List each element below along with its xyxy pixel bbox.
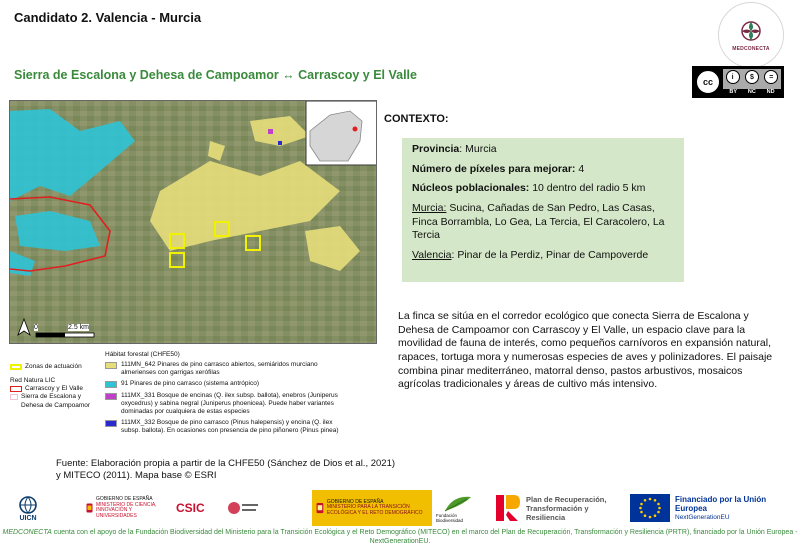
page-subtitle: Sierra de Escalona y Dehesa de Campoamor ↔ Carrascoy y El Valle <box>14 68 417 82</box>
cc-nc-label: NC <box>747 89 756 95</box>
escalona-swatch <box>10 394 18 400</box>
satellite-map <box>10 101 377 344</box>
uicn-globe-icon <box>16 495 40 515</box>
cc-by-icon: i <box>726 70 740 84</box>
cc-icon: cc <box>695 69 721 95</box>
prtr-emblem-icon <box>494 493 520 523</box>
medconecta-logo <box>718 2 784 68</box>
eu-sub: NextGenerationEU <box>675 513 730 521</box>
provincia-value: : Murcia <box>459 143 497 155</box>
murcia-label: Murcia: <box>412 201 447 214</box>
ministerio-transicion-logo <box>312 490 432 526</box>
spain-shield-icon <box>316 497 324 519</box>
logo-strip <box>0 490 800 526</box>
provincia-label: Provincia <box>412 143 460 155</box>
murcia-value: Sucina, Cañadas de San Pedro, Las Casas, Finca Borrambla, Lo Gea, La Tercia, El Caracolero, La Tercia <box>412 201 665 242</box>
ministerio1-label: MINISTERIO DE CIENCIA, INNOVACIÓN Y UNIVERSIDADES <box>96 501 157 519</box>
logo-name: MEDCONECTA <box>732 46 770 52</box>
uicn-logo <box>10 490 46 526</box>
valencia-label: Valencia <box>412 248 452 261</box>
footer-brand: MEDCONECTA <box>2 529 52 536</box>
fundacion-leaf-icon <box>443 493 473 513</box>
csic-logo: CSIC <box>176 501 205 515</box>
eu-funding-logo <box>630 490 790 526</box>
yellow-swatch <box>105 362 117 369</box>
cc-nd-label: ND <box>766 89 775 95</box>
footer-text <box>0 528 800 547</box>
extra-logo <box>226 490 264 526</box>
pixeles-value: 4 <box>575 162 585 175</box>
gobierno1-label: GOBIERNO DE ESPAÑA <box>96 496 153 502</box>
valencia-value: : Pinar de la Perdiz, Pinar de Campoverde <box>451 248 649 261</box>
legend-escalona: Sierra de Escalona y Dehesa de Campoamor <box>21 393 91 409</box>
legend-red-natura-title: Red Natura LIC <box>10 377 56 385</box>
nucleos-value: 10 dentro del radio 5 km <box>529 182 646 195</box>
pixeles-label: Número de píxeles para mejorar: <box>412 162 576 175</box>
map-source: Fuente: Elaboración propia a partir de la CHFE50 (Sánchez de Dios et al., 2021) y MITECO (2011). Mapa base © ESRI <box>56 458 396 482</box>
zone-swatch <box>10 364 22 370</box>
description: La finca se sitúa en el corredor ecológico que conecta Sierra de Escalona y Dehesa de Campoamor con Carrascoy y El Valle, un espacio clave para la movilidad de fauna de interés, como pequeños carnívoros en expansión natural, rapaces, tortuga mora y numerosas especies de aves y polinizadores. El paisaje combina pinar mediterráneo, matorral denso, pastos arbustivos, mosaicos agrícolas tradicionales y áreas de cultivo más intensivo. <box>398 310 773 391</box>
plan-label: Plan de Recuperación, Transformación y Resiliencia <box>526 494 607 522</box>
legend-habitat-title: Hábitat forestal (CHFE50) <box>105 351 180 358</box>
spain-shield-icon <box>86 497 93 519</box>
ministerio-ciencia-logo <box>86 490 166 526</box>
fundacion-biodiversidad-logo <box>436 490 480 526</box>
legend-habitat-cyan: 91 Pinares de pino carrasco (sistema antrópico) <box>121 380 260 388</box>
locator-marker <box>353 127 358 132</box>
red-natura-swatch <box>10 386 22 392</box>
scale-label: 2.5 km <box>68 324 90 331</box>
legend-habitat-magenta: 111MX_331 Bosque de encinas (Q. ilex subsp. ballota), enebros (Juniperus oxycedrus) y sabina negral (Juniperus phoenicea). Puede haber variantes dominadas por cualquiera de estas especies <box>121 391 338 415</box>
footer-body: cuenta con el apoyo de la Fundación Biodiversidad del Ministerio para la Transición Ecológica y el Reto Demográfico (MITECO) en el marco del Plan de Recuperación, Transformación y Resiliencia (PRTR), financiado por la Unión Europea - NextGenerationEU. <box>51 529 798 546</box>
habitat-blue-patch <box>278 141 282 145</box>
cc-by-label: BY <box>729 89 738 95</box>
legend-carrascoy: Carrascoy y El Valle <box>25 385 84 393</box>
eu-flag-icon <box>630 494 670 522</box>
agency-emblem-icon <box>226 498 260 518</box>
map-view[interactable] <box>9 100 377 344</box>
cc-license-badge <box>692 66 784 98</box>
legend-left <box>10 363 100 410</box>
cc-nc-icon: $ <box>745 70 759 84</box>
magenta-swatch <box>105 393 117 400</box>
context-title: CONTEXTO: <box>384 113 449 125</box>
scale-zero: 0 <box>34 324 38 331</box>
medconecta-emblem-icon <box>736 18 766 44</box>
habitat-magenta-patch <box>268 129 273 134</box>
plan-recuperacion-logo <box>494 490 624 526</box>
eu-title: Financiado por la Unión Europea <box>675 494 767 514</box>
legend-habitat-blue: 111MX_332 Bosque de pino carrasco (Pinus halepensis) y encina (Q. ilex subsp. ballota). En ocasiones con presencia de pino piñonero (Pinus pinea) <box>121 418 339 434</box>
blue-swatch <box>105 420 117 427</box>
legend-zones: Zonas de actuación <box>25 363 82 370</box>
fundacion-label: Fundación Biodiversidad <box>436 513 464 523</box>
legend-habitat-yellow: 111MN_642 Pinares de pino carrasco abiertos, semiáridos murciano almerienses con garrigas xerófilas <box>121 361 318 377</box>
uicn-label: UICN <box>19 514 37 522</box>
page-title: Candidato 2. Valencia - Murcia <box>14 10 202 25</box>
legend-habitat <box>105 351 353 435</box>
context-box <box>402 138 684 282</box>
cyan-swatch <box>105 381 117 388</box>
cc-nd-icon: = <box>764 70 778 84</box>
nucleos-label: Núcleos poblacionales: <box>412 182 530 195</box>
ministerio2-label: MINISTERIO PARA LA TRANSICIÓN ECOLÓGICA Y EL RETO DEMOGRÁFICO <box>326 504 423 516</box>
gobierno2-label: GOBIERNO DE ESPAÑA <box>326 498 384 505</box>
